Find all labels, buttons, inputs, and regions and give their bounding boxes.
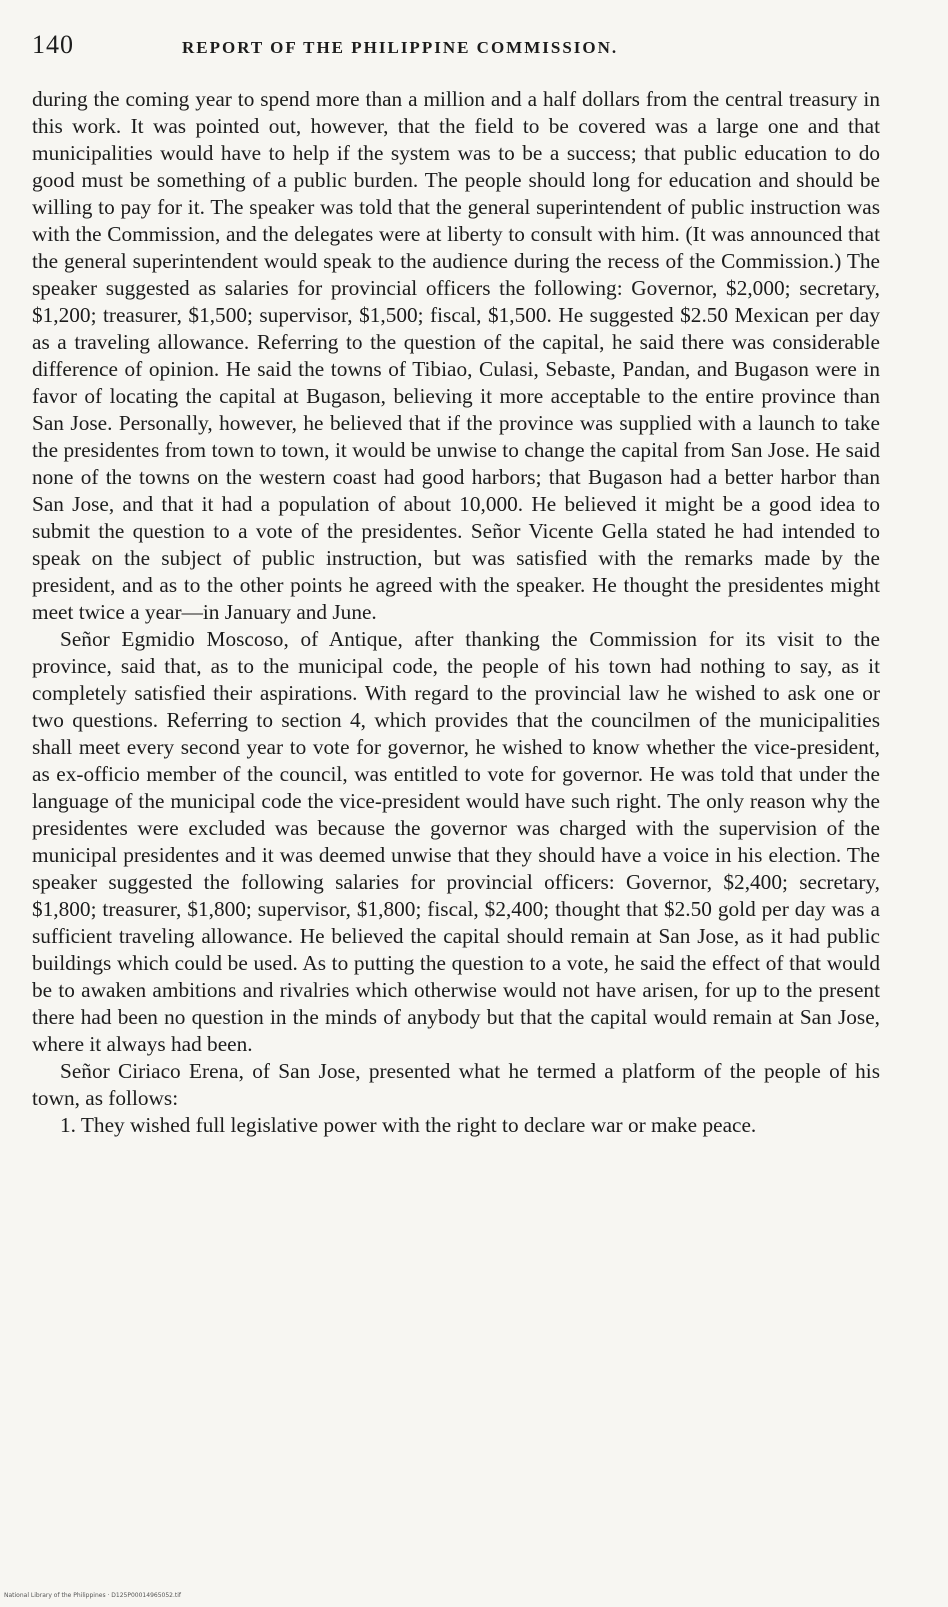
paragraph-erena: Señor Ciriaco Erena, of San Jose, presented what he termed a platform of the people of his town, as follows: [32,1059,880,1110]
body-text [32,86,880,1139]
page-number: 140 [32,30,74,59]
scan-credit: National Library of the Philippines · D125P00014965052.tif [4,1592,182,1599]
running-head: REPORT OF THE PHILIPPINE COMMISSION. [182,38,619,57]
paragraph-continued: during the coming year to spend more than a million and a half dollars from the central treasury in this work. It was pointed out, however, that the field to be covered was a large one and that municipalities would have to help if the system was to be a success; that public education to do good must be something of a public burden. The people should long for education and should be willing to pay for it. The speaker was told that the general superintendent of public instruction was with the Commission, and the delegates were at liberty to consult with him. (It was announced that the general superintendent would speak to the audience during the recess of the Commission.) The speaker suggested as salaries for provincial officers the following: Governor, $2,000; secretary, $1,200; treasurer, $1,500; supervisor, $1,500; fiscal, $1,500. He suggested $2.50 Mexican per day as a traveling allowance. Referring to the question of the capital, he said there was considerable difference of opinion. He said the towns of Tibiao, Culasi, Sebaste, Pandan, and Bugason were in favor of locating the capital at Bugason, believing it more acceptable to the entire province than San Jose. Personally, however, he believed that if the province was supplied with a launch to take the presidentes from town to town, it would be unwise to change the capital from San Jose. He said none of the towns on the western coast had good harbors; that Bugason had a better harbor than San Jose, and that it had a population of about 10,000. He believed it might be a good idea to submit the question to a vote of the presidentes. Señor Vicente Gella stated he had intended to speak on the subject of public instruction, but was satisfied with the remarks made by the president, and as to the other points he agreed with the speaker. He thought the presidentes might meet twice a year—in January and June. [32,87,880,624]
platform-item-1: 1. They wished full legislative power with the right to declare war or make peace. [60,1113,757,1137]
page-header [32,30,880,86]
paragraph-moscoso: Señor Egmidio Moscoso, of Antique, after thanking the Commission for its visit to the province, said that, as to the municipal code, the people of his town had nothing to say, as it completely satisfied their aspirations. With regard to the provincial law he wished to ask one or two questions. Referring to section 4, which provides that the councilmen of the municipalities shall meet every second year to vote for governor, he wished to know whether the vice-president, as ex-officio member of the council, was entitled to vote for governor. He was told that under the language of the municipal code the vice-president would have such right. The only reason why the presidentes were excluded was because the governor was charged with the supervision of the municipal presidentes and it was deemed unwise that they should have a voice in his election. The speaker suggested the following salaries for provincial officers: Governor, $2,400; secretary, $1,800; treasurer, $1,800; supervisor, $1,800; fiscal, $2,400; thought that $2.50 gold per day was a sufficient traveling allowance. He believed the capital should remain at San Jose, as it had public buildings which could be used. As to putting the question to a vote, he said the effect of that would be to awaken ambitions and rivalries which otherwise would not have arisen, for up to the present there had been no question in the minds of anybody but that the capital would remain at San Jose, where it always had been. [32,627,880,1056]
